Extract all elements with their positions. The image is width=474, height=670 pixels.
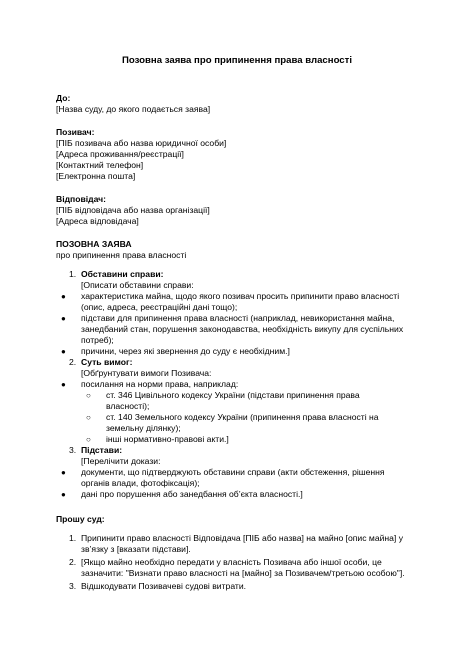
plaintiff-block xyxy=(56,127,418,182)
plaintiff-name-line: [ПІБ позивача або назва юридичної особи] xyxy=(56,138,227,148)
bullet-icon: ● xyxy=(61,380,66,389)
plaintiff-heading: Позивач: xyxy=(56,127,95,137)
list-item: ● посилання на норми права, наприклад: ○ ст. 346 Цивільного кодексу України (підстави припинення права власності); ○ ст. 140 Земельного кодексу України (припинення права власності на земельну ділянку); ○ інші нормативно-правові акти.] xyxy=(56,379,418,445)
section-circumstances xyxy=(56,269,418,357)
document-title: Позовна заява про припинення права власності xyxy=(122,55,352,66)
list-item: ● характеристика майна, щодо якого позивач просить припинити право власності (опис, адреса, реєстраційні дані тощо); xyxy=(61,291,400,312)
bullet-list xyxy=(61,467,418,500)
request-number: 3. xyxy=(69,581,77,591)
section-number: 3. xyxy=(69,445,77,455)
section-heading: Суть вимог: xyxy=(81,357,133,367)
claim-heading: ПОЗОВНА ЗАЯВА xyxy=(56,239,132,249)
bullet-list xyxy=(61,379,418,445)
bullet-icon: ● xyxy=(61,468,66,477)
court-block xyxy=(56,93,418,115)
request-list xyxy=(56,533,418,592)
bullet-icon: ● xyxy=(61,292,66,301)
list-item: ○ ст. 140 Земельного кодексу України (припинення права власності на земельну ділянку); xyxy=(86,412,379,433)
defendant-name-line: [ПІБ відповідача або назва організації] xyxy=(56,205,210,215)
list-item: ○ інші нормативно-правові акти.] xyxy=(86,434,229,444)
list-item: ● підстави для припинення права власності (наприклад, невикористання майна, занедбаний стан, порушення законодавства, необхідність викупу для суспільних потреб); xyxy=(61,313,404,345)
section-intro: [Описати обставини справи: xyxy=(81,280,194,290)
defendant-heading: Відповідач: xyxy=(56,194,107,204)
court-name-line: [Назва суду, до якого подається заява] xyxy=(56,104,211,114)
section-grounds xyxy=(56,445,418,500)
section-heading: Обставини справи: xyxy=(81,269,164,279)
list-item: ● дані про порушення або занедбання об’єкта власності.] xyxy=(61,489,303,499)
hollow-bullet-icon: ○ xyxy=(86,413,91,422)
section-intro: [Обґрунтувати вимоги Позивача: xyxy=(81,368,212,378)
plaintiff-address-line: [Адреса проживання/реєстрації] xyxy=(56,149,184,159)
list-item: 3. Відшкодувати Позивачеві судові витрати. xyxy=(69,581,247,591)
court-heading: До: xyxy=(56,93,71,103)
bullet-list xyxy=(61,291,418,357)
list-item: ○ ст. 346 Цивільного кодексу України (підстави припинення права власності); xyxy=(86,390,360,411)
section-number: 2. xyxy=(69,357,77,367)
bullet-icon: ● xyxy=(61,490,66,499)
claim-subheading: про припинення права власності xyxy=(56,250,187,260)
section-number: 1. xyxy=(69,269,77,279)
plaintiff-phone-line: [Контактний телефон] xyxy=(56,160,144,170)
request-number: 1. xyxy=(69,533,77,543)
request-heading: Прошу суд: xyxy=(56,514,105,524)
defendant-address-line: [Адреса відповідача] xyxy=(56,216,139,226)
hollow-bullet-icon: ○ xyxy=(86,391,91,400)
bullet-icon: ● xyxy=(61,347,66,356)
list-item: 1. Припинити право власності Відповідача [ПІБ або назва] на майно [опис майна] у зв’язку з [вказати підстави]. xyxy=(69,533,404,554)
hollow-bullet-icon: ○ xyxy=(86,435,91,444)
defendant-block xyxy=(56,194,418,227)
section-intro: [Перелічити докази: xyxy=(81,456,161,466)
section-claims-essence xyxy=(56,357,418,445)
bullet-icon: ● xyxy=(61,314,66,323)
section-heading: Підстави: xyxy=(81,445,123,455)
request-number: 2. xyxy=(69,557,77,567)
list-item: ● документи, що підтверджують обставини справи (акти обстеження, рішення органів влади, фотофіксація); xyxy=(61,467,385,488)
list-item: ● причини, через які звернення до суду є необхідним.] xyxy=(61,346,290,356)
sub-bullet-list xyxy=(81,390,418,445)
plaintiff-email-line: [Електронна пошта] xyxy=(56,171,136,181)
list-item: 2. [Якщо майно необхідно передати у власність Позивача або іншої особи, це зазначити: "Визнати право власності на [майно] за Позивачем/третьою особою"]. xyxy=(69,557,405,578)
claim-sections-list xyxy=(56,269,418,500)
